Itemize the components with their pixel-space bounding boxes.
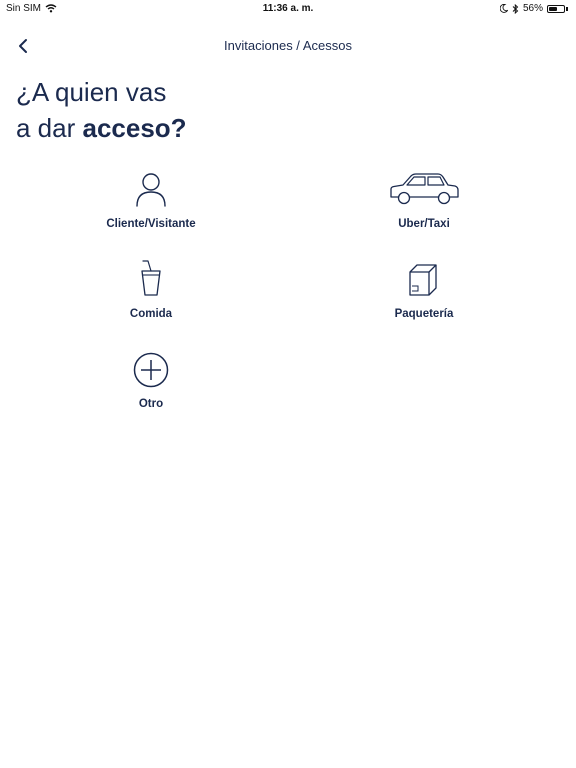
package-box-icon xyxy=(402,258,446,302)
heading-line-1: ¿A quien vas xyxy=(16,77,167,107)
drink-cup-icon xyxy=(129,258,173,302)
bluetooth-icon xyxy=(512,4,519,14)
plus-circle-icon xyxy=(129,348,173,392)
heading-line-2 xyxy=(16,110,187,146)
option-uber-taxi[interactable] xyxy=(349,168,499,230)
heading-line-2-bold: acceso? xyxy=(82,113,187,143)
option-label: Comida xyxy=(129,308,173,320)
person-icon xyxy=(129,168,173,212)
status-right xyxy=(500,3,568,14)
option-label: Otro xyxy=(138,398,164,410)
page-heading xyxy=(16,74,187,146)
battery-icon xyxy=(547,5,565,13)
option-label: Uber/Taxi xyxy=(398,218,450,230)
carrier-label: Sin SIM xyxy=(6,3,42,14)
battery-fill xyxy=(549,7,557,11)
option-paqueteria[interactable] xyxy=(349,258,499,320)
option-comida[interactable] xyxy=(76,258,226,320)
option-otro[interactable] xyxy=(76,348,226,410)
heading-line-2-prefix: a dar xyxy=(16,113,83,143)
battery-percent: 56% xyxy=(522,3,543,14)
battery-tip xyxy=(566,7,568,11)
moon-icon xyxy=(500,4,508,13)
status-bar xyxy=(0,0,576,18)
status-time: 11:36 a. m. xyxy=(262,3,314,14)
option-label: Paquetería xyxy=(394,308,454,320)
nav-title: Invitaciones / Acessos xyxy=(224,38,352,53)
nav-bar xyxy=(0,28,576,62)
option-cliente-visitante[interactable] xyxy=(76,168,226,230)
option-label: Cliente/Visitante xyxy=(106,218,196,230)
car-icon xyxy=(386,168,462,212)
